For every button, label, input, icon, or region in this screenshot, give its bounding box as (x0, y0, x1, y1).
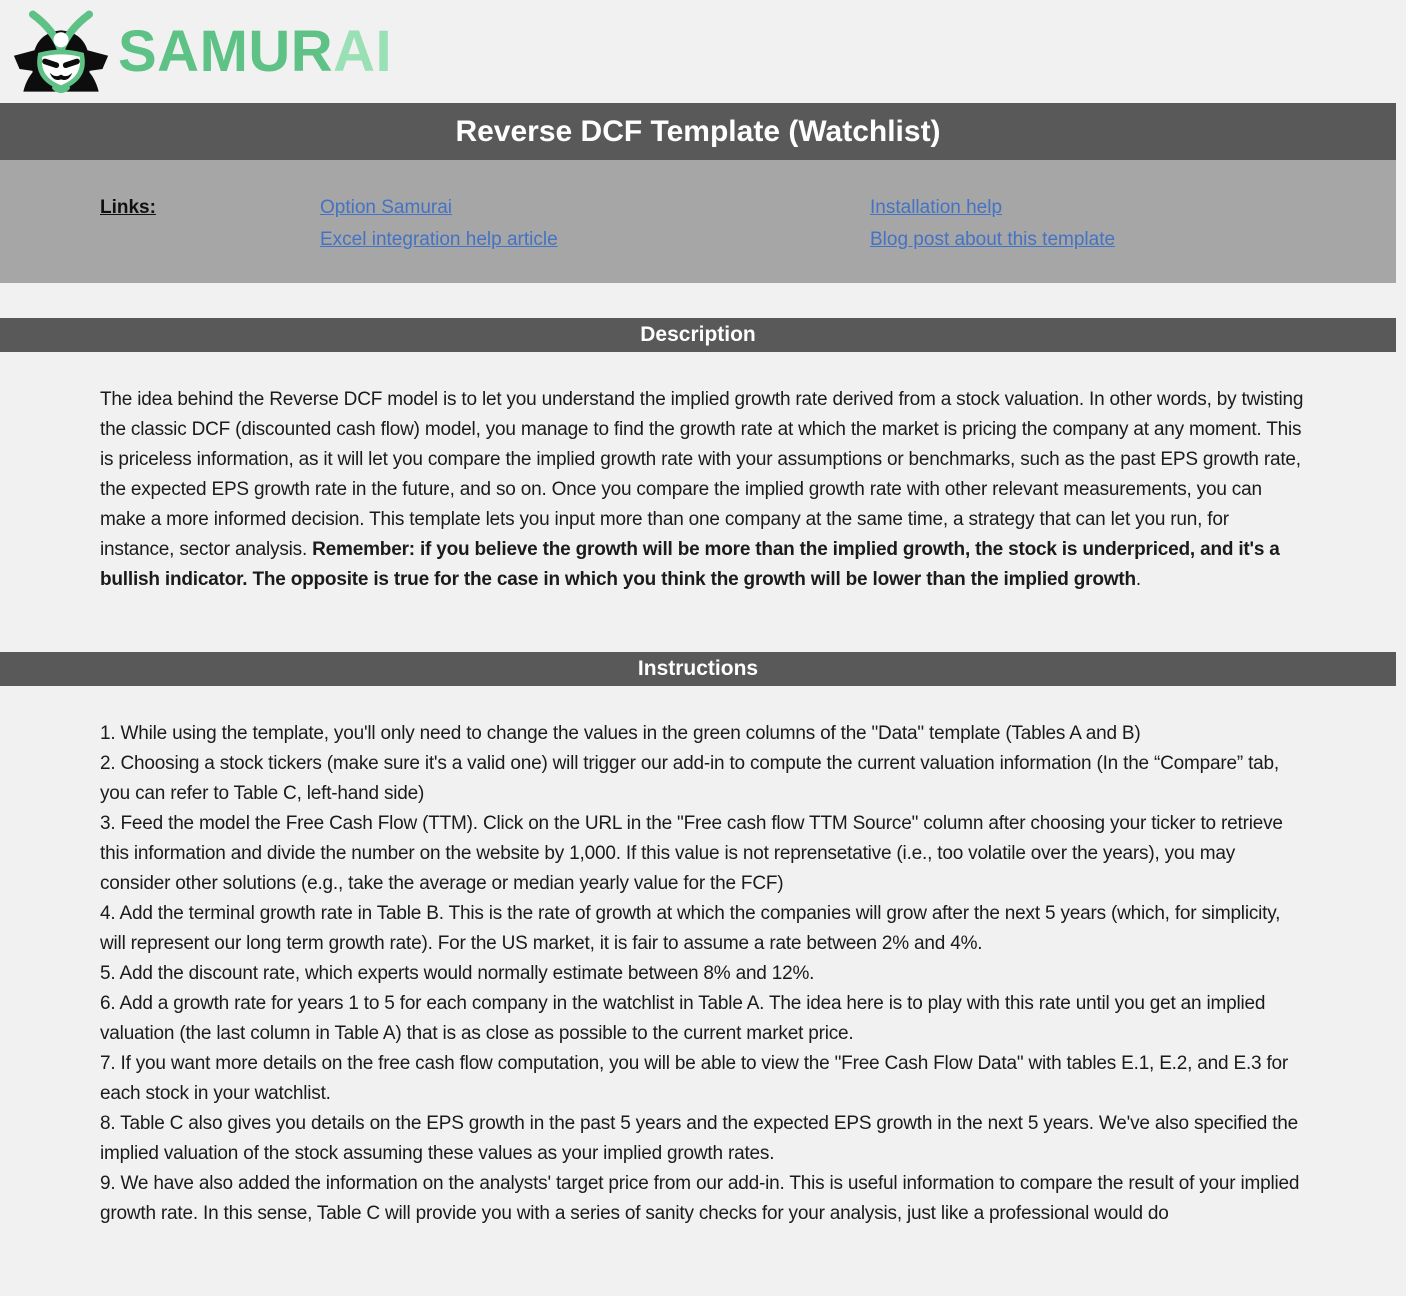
links-column-right (870, 197, 1115, 251)
instruction-item-7: 7. If you want more details on the free cash flow computation, you will be able to view the "Free Cash Flow Data" with tables E.1, E.2, and E.3 for each stock in your watchlist. (100, 1053, 1289, 1104)
description-text-bold: Remember: if you believe the growth will be more than the implied growth, the stock is underpriced, and it's a bullish indicator. The opposite is true for the case in which you think the growth will be lower than the implied growth (100, 539, 1280, 590)
instructions-list (0, 686, 1406, 1229)
description-text-normal: The idea behind the Reverse DCF model is to let you understand the implied growth rate derived from a stock valuation. In other words, by twisting the classic DCF (discounted cash flow) model, you manage to find the growth rate at which the market is pricing the company at any moment. This is priceless information, as it will let you compare the implied growth rate with your assumptions or benchmarks, such as the past EPS growth rate, the expected EPS growth rate in the future, and so on. Once you compare the implied growth rate with other relevant measurements, you can make a more informed decision. This template lets you input more than one company at the same time, a strategy that can let you run, for instance, sector analysis. (100, 389, 1304, 560)
link-installation-help[interactable]: Installation help (870, 197, 1003, 218)
links-band (0, 160, 1396, 283)
instruction-item-4: 4. Add the terminal growth rate in Table B. This is the rate of growth at which the companies will grow after the next 5 years (which, for simplicity, will represent our long term growth rate). For the US market, it is fair to assume a rate between 2% and 4%. (100, 903, 1281, 954)
description-text-tail: . (1135, 569, 1141, 590)
brand-text-primary: SAMUR (118, 18, 334, 84)
description-header: Description (640, 323, 756, 346)
brand-wordmark (118, 18, 393, 84)
link-option-samurai[interactable]: Option Samurai (320, 197, 453, 218)
logo (12, 8, 392, 96)
links-column-left (320, 197, 870, 251)
instruction-item-3: 3. Feed the model the Free Cash Flow (TTM). Click on the URL in the "Free cash flow TTM Source" column after choosing your ticker to retrieve this information and divide the number on the website by 1,000. If this value is not reprensetative (i.e., too volatile over the years), you may consider other solutions (e.g., take the average or median yearly value for the FCF) (100, 813, 1283, 894)
brand-text-secondary: AI (333, 18, 393, 84)
title-bar (0, 103, 1396, 160)
instruction-item-6: 6. Add a growth rate for years 1 to 5 for each company in the watchlist in Table A. The idea here is to play with this rate until you get an implied valuation (the last column in Table A) that is as close as possible to the current market price. (100, 993, 1266, 1044)
link-blog-post[interactable]: Blog post about this template (870, 229, 1116, 250)
page-title: Reverse DCF Template (Watchlist) (455, 114, 941, 148)
instruction-item-9: 9. We have also added the information on the analysts' target price from our add-in. This is useful information to compare the result of your implied growth rate. In this sense, Table C will provide you with a series of sanity checks for your analysis, just like a professional would do (100, 1173, 1300, 1224)
header (0, 0, 1406, 103)
description-section-bar (0, 318, 1396, 352)
samurai-helmet-icon (12, 8, 110, 96)
links-label: Links: (100, 197, 156, 218)
link-excel-integration-help[interactable]: Excel integration help article (320, 229, 558, 250)
instructions-header: Instructions (637, 657, 759, 680)
instruction-item-2: 2. Choosing a stock tickers (make sure it's a valid one) will trigger our add-in to compute the current valuation information (In the “Compare” tab, you can refer to Table C, left-hand side) (100, 753, 1279, 804)
instruction-item-1: 1. While using the template, you'll only need to change the values in the green columns of the "Data" template (Tables A and B) (100, 723, 1141, 744)
instruction-item-5: 5. Add the discount rate, which experts would normally estimate between 8% and 12%. (100, 963, 815, 984)
spacer (0, 283, 1406, 318)
instruction-item-8: 8. Table C also gives you details on the EPS growth in the past 5 years and the expected EPS growth in the next 5 years. We've also specified the implied valuation of the stock assuming these values as your implied growth rates. (100, 1113, 1299, 1164)
instructions-section-bar (0, 652, 1396, 686)
description-text (0, 352, 1406, 622)
